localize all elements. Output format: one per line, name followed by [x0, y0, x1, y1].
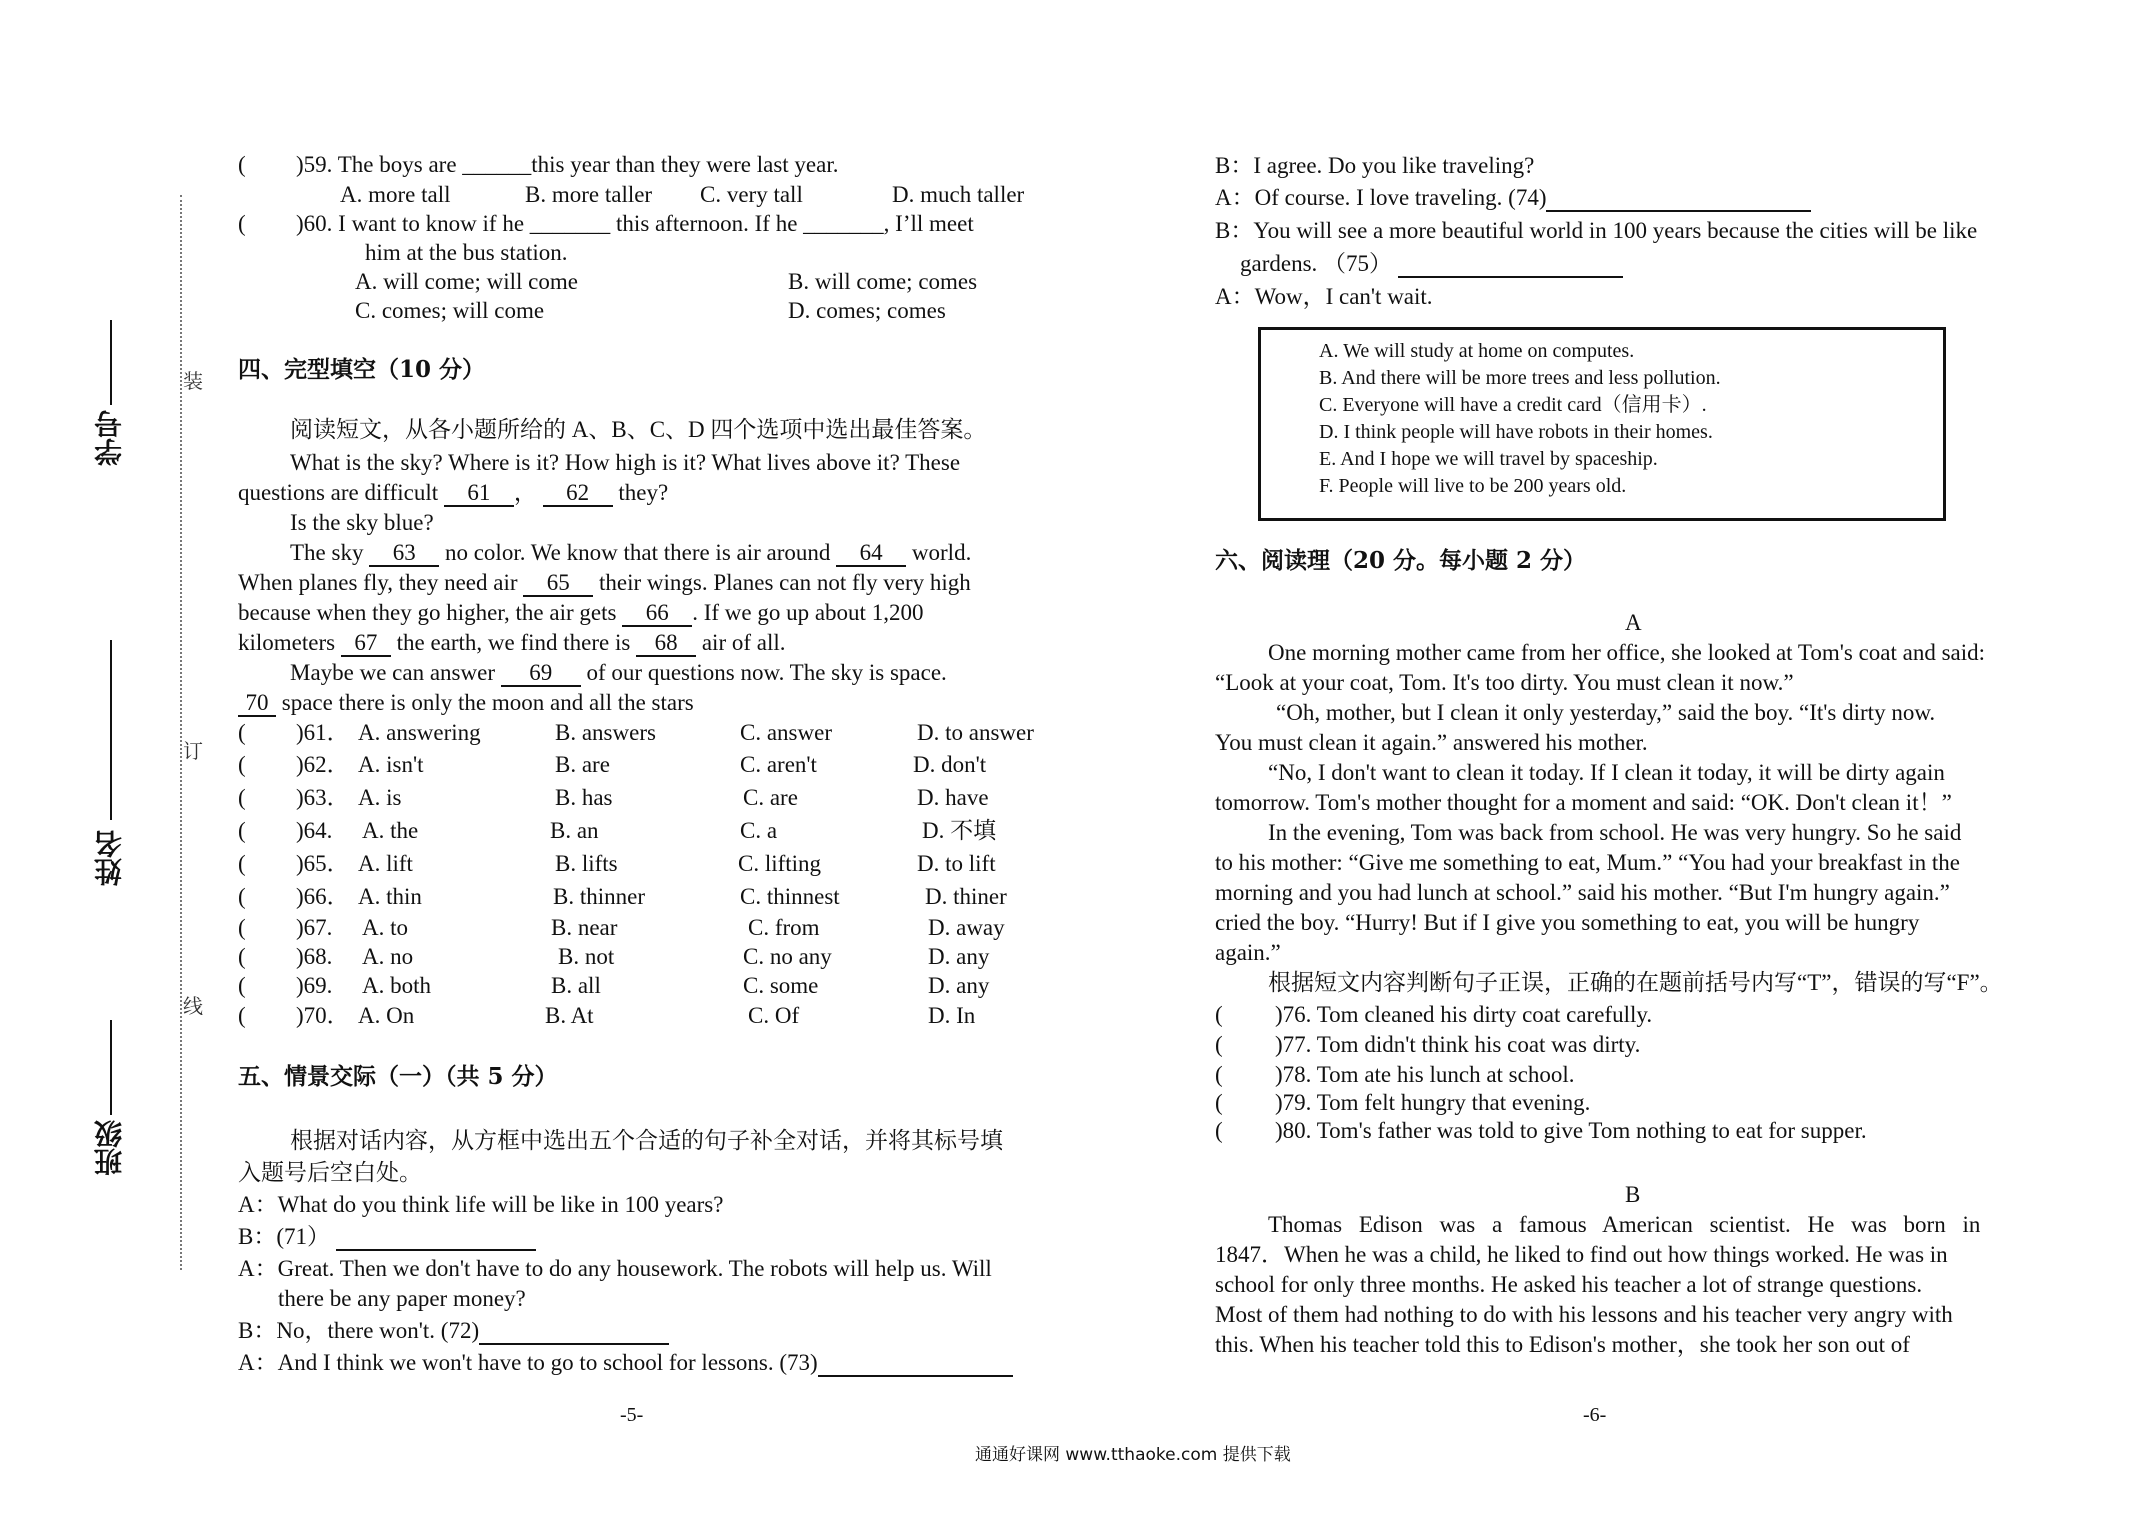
section4-heading: 四、完型填空（10 分）: [238, 356, 486, 383]
cloze-line-6: because when they go higher, the air gets 66 . If we go up about 1,200: [238, 600, 924, 625]
passage-b-line-2: 1847．When he was a child, he liked to find out how things worked. He was in: [1215, 1242, 1948, 1267]
answer-options-box: [1258, 327, 1946, 521]
answer-blank-72[interactable]: [479, 1319, 669, 1345]
section4-instruction: 阅读短文，从各小题所给的 A、B、C、D 四个选项中选出最佳答案。: [290, 417, 987, 442]
student-number-blank[interactable]: [110, 320, 112, 405]
dialogue-line-9: A：Wow，I can't wait.: [1215, 284, 1433, 309]
q77-paren[interactable]: (: [1215, 1032, 1223, 1057]
q64-option-b[interactable]: B. an: [550, 818, 599, 843]
passage-b-line-3: school for only three months. He asked his teacher a lot of strange questions.: [1215, 1272, 1923, 1297]
cloze-line-3: Is the sky blue?: [290, 510, 434, 535]
dialogue-line-3a: A：Great. Then we don't have to do any housework. The robots will help us. Will: [238, 1256, 992, 1281]
blank-69[interactable]: 69: [501, 661, 581, 687]
q64-paren: (: [238, 818, 246, 843]
blank-68[interactable]: 68: [636, 631, 696, 657]
q69-option-c[interactable]: C. some: [743, 973, 819, 998]
name-field[interactable]: [80, 630, 140, 900]
q63-option-b[interactable]: B. has: [555, 785, 613, 810]
q65-number: )65．: [296, 851, 350, 876]
passage-b-line-4: Most of them had nothing to do with his lessons and his teacher very angry with: [1215, 1302, 1953, 1327]
q66-number: )66．: [296, 884, 350, 909]
q65-option-c[interactable]: C. lifting: [738, 851, 822, 876]
q68-option-c[interactable]: C. no any: [743, 944, 832, 969]
q59-paren: (: [238, 152, 246, 177]
q62-paren: (: [238, 752, 246, 777]
passage-a-line-1: One morning mother came from her office, she looked at Tom's coat and said:: [1268, 640, 1986, 665]
q64-option-a[interactable]: A. the: [362, 818, 419, 843]
cloze-line-8: Maybe we can answer 69 of our questions now. The sky is space.: [290, 660, 947, 685]
q69-option-d[interactable]: D. any: [928, 973, 990, 998]
passage-a-title: A: [1625, 610, 1642, 635]
dialogue-line-3b: there be any paper money?: [278, 1286, 526, 1311]
q70-option-c[interactable]: C. Of: [748, 1003, 800, 1028]
q61-option-b[interactable]: B. answers: [555, 720, 656, 745]
passage-b-title: B: [1625, 1182, 1641, 1207]
q60-option-b[interactable]: B. will come; comes: [788, 269, 978, 294]
name-label: 姓名: [93, 830, 126, 886]
q63-paren: (: [238, 785, 246, 810]
q67-option-d[interactable]: D. away: [928, 915, 1005, 940]
q66-option-d[interactable]: D. thiner: [925, 884, 1007, 909]
q61-option-d[interactable]: D. to answer: [917, 720, 1034, 745]
q79-paren[interactable]: (: [1215, 1090, 1223, 1115]
q80-text: )80. Tom's father was told to give Tom nothing to eat for supper.: [1275, 1118, 1867, 1143]
dialogue-line-2: B：(71）: [238, 1222, 536, 1252]
q70-option-a[interactable]: A. On: [358, 1003, 415, 1028]
student-number-field[interactable]: [80, 300, 140, 480]
q78-paren[interactable]: (: [1215, 1062, 1223, 1087]
passage-b-line-5: this. When his teacher told this to Edison's mother，she took her son out of: [1215, 1332, 1910, 1357]
answer-blank-75[interactable]: [1398, 252, 1623, 278]
dialogue-line-1: A：What do you think life will be like in 100 years?: [238, 1192, 724, 1217]
footer-credit: 通通好课网 www.tthaoke.com 提供下载: [975, 1445, 1291, 1465]
passage-a-line-9: morning and you had lunch at school.” said his mother. “But I'm hungry again.”: [1215, 880, 1950, 905]
q61-number: )61．: [296, 720, 350, 745]
blank-61[interactable]: 61: [444, 481, 514, 507]
section6-heading: 六、阅读理（20 分。每小题 2 分）: [1215, 547, 1587, 574]
q70-option-b[interactable]: B. At: [545, 1003, 594, 1028]
q61-option-c[interactable]: C. answer: [740, 720, 832, 745]
q64-option-c[interactable]: C. a: [740, 818, 778, 843]
q59-option-d[interactable]: D. much taller: [892, 182, 1025, 207]
q63-number: )63．: [296, 785, 350, 810]
q64-number: )64.: [296, 818, 333, 843]
cloze-line-7: kilometers 67 the earth, we find there is 68 air of all.: [238, 630, 786, 655]
passage-a-line-2: “Look at your coat, Tom. It's too dirty. You must clean it now.”: [1215, 670, 1794, 695]
q69-option-a[interactable]: A. both: [362, 973, 431, 998]
blank-63[interactable]: 63: [369, 541, 439, 567]
q76-text: )76. Tom cleaned his dirty coat carefully.: [1275, 1002, 1653, 1027]
blank-64[interactable]: 64: [836, 541, 906, 567]
box-option-c: C. Everyone will have a credit card（信用卡）.: [1319, 394, 1707, 416]
cloze-line-5: When planes fly, they need air 65 their wings. Planes can not fly very high: [238, 570, 971, 595]
section5-instruction-2: 入题号后空白处。: [238, 1160, 422, 1185]
q62-number: )62．: [296, 752, 350, 777]
binding-char-xian: 线: [183, 994, 203, 1018]
passage-a-line-6: tomorrow. Tom's mother thought for a moment and said: “OK. Don't clean it！”: [1215, 790, 1952, 815]
q68-option-b[interactable]: B. not: [558, 944, 615, 969]
q68-option-a[interactable]: A. no: [362, 944, 414, 969]
page-number-right: -6-: [1583, 1404, 1607, 1426]
class-field[interactable]: [80, 1010, 140, 1190]
passage-a-line-3: “Oh, mother, but I clean it only yesterday,” said the boy. “It's dirty now.: [1276, 700, 1936, 725]
q60-option-c[interactable]: C. comes; will come: [355, 298, 545, 323]
q59-option-b[interactable]: B. more taller: [525, 182, 653, 207]
q69-paren: (: [238, 973, 246, 998]
binding-char-zhuang: 装: [183, 369, 203, 393]
dialogue-line-6: B：I agree. Do you like traveling?: [1215, 153, 1535, 178]
q65-paren: (: [238, 851, 246, 876]
dialogue-line-8a: B：You will see a more beautiful world in 100 years because the cities will be like: [1215, 218, 1978, 243]
q76-paren[interactable]: (: [1215, 1002, 1223, 1027]
blank-66[interactable]: 66: [622, 601, 692, 627]
answer-blank-74[interactable]: [1546, 186, 1811, 212]
box-option-b: B. And there will be more trees and less pollution.: [1319, 367, 1721, 389]
box-option-e: E. And I hope we will travel by spaceship.: [1319, 448, 1658, 470]
q69-option-b[interactable]: B. all: [551, 973, 601, 998]
q65-option-a[interactable]: A. lift: [358, 851, 413, 876]
q60-option-d[interactable]: D. comes; comes: [788, 298, 946, 323]
q70-option-d[interactable]: D. In: [928, 1003, 976, 1028]
blank-67[interactable]: 67: [341, 631, 391, 657]
passage-a-line-5: “No, I don't want to clean it today. If I clean it today, it will be dirty again: [1268, 760, 1945, 785]
q66-option-b[interactable]: B. thinner: [553, 884, 645, 909]
q69-number: )69.: [296, 973, 333, 998]
box-option-f: F. People will live to be 200 years old.: [1319, 475, 1627, 497]
binding-dotted-line: [180, 195, 182, 1270]
q59-option-a[interactable]: A. more tall: [340, 182, 451, 207]
q62-option-d[interactable]: D. don't: [913, 752, 987, 777]
q77-text: )77. Tom didn't think his coat was dirty.: [1275, 1032, 1641, 1057]
class-blank[interactable]: [110, 1020, 112, 1115]
box-option-d: D. I think people will have robots in their homes.: [1319, 421, 1713, 443]
class-label: 班级: [93, 1120, 126, 1176]
q60-text-1: )60. I want to know if he _______ this afternoon. If he _______, I’ll meet: [296, 211, 974, 236]
q65-option-b[interactable]: B. lifts: [555, 851, 618, 876]
q66-option-c[interactable]: C. thinnest: [740, 884, 840, 909]
box-option-a: A. We will study at home on computes.: [1319, 340, 1635, 362]
blank-70[interactable]: 70: [238, 691, 276, 717]
cloze-line-1: What is the sky? Where is it? How high is it? What lives above it? These: [290, 450, 961, 475]
q70-number: )70．: [296, 1003, 350, 1028]
section5-heading: 五、情景交际（一）（共 5 分）: [238, 1063, 558, 1090]
name-blank[interactable]: [110, 640, 112, 820]
q59-option-c[interactable]: C. very tall: [700, 182, 803, 207]
cloze-line-9: 70 space there is only the moon and all the stars: [238, 688, 694, 718]
q65-option-d[interactable]: D. to lift: [917, 851, 996, 876]
q62-option-a[interactable]: A. isn't: [358, 752, 424, 777]
blank-62[interactable]: 62: [543, 481, 613, 507]
passage-a-line-11: again.”: [1215, 940, 1281, 965]
q66-option-a[interactable]: A. thin: [358, 884, 422, 909]
q67-paren: (: [238, 915, 246, 940]
cloze-line-4: The sky 63 no color. We know that there is air around 64 world.: [290, 540, 972, 565]
passage-a-line-10: cried the boy. “Hurry! But if I give you something to eat, you will be hungry: [1215, 910, 1920, 935]
q63-option-c[interactable]: C. are: [743, 785, 798, 810]
q63-option-a[interactable]: A. is: [358, 785, 402, 810]
answer-blank-73[interactable]: [818, 1351, 1013, 1377]
answer-blank-71[interactable]: [336, 1225, 536, 1251]
q70-paren: (: [238, 1003, 246, 1028]
q66-paren: (: [238, 884, 246, 909]
q61-paren: (: [238, 720, 246, 745]
q60-paren: (: [238, 211, 246, 236]
q62-option-c[interactable]: C. aren't: [740, 752, 817, 777]
q67-option-c[interactable]: C. from: [748, 915, 820, 940]
q64-option-d[interactable]: D. 不填: [922, 818, 997, 843]
q63-option-d[interactable]: D. have: [917, 785, 989, 810]
dialogue-line-5: A：And I think we won't have to go to school for lessons. (73): [238, 1348, 1013, 1378]
passage-a-line-4: You must clean it again.” answered his mother.: [1215, 730, 1648, 755]
q67-option-b[interactable]: B. near: [551, 915, 618, 940]
q62-option-b[interactable]: B. are: [555, 752, 610, 777]
q79-text: )79. Tom felt hungry that evening.: [1275, 1090, 1591, 1115]
page-number-left: -5-: [620, 1404, 644, 1426]
blank-65[interactable]: 65: [523, 571, 593, 597]
student-number-label: 学号: [93, 410, 126, 466]
q59-text: )59. The boys are ______this year than they were last year.: [296, 152, 839, 177]
q68-number: )68.: [296, 944, 333, 969]
q67-option-a[interactable]: A. to: [362, 915, 408, 940]
q78-text: )78. Tom ate his lunch at school.: [1275, 1062, 1575, 1087]
section5-instruction-1: 根据对话内容，从方框中选出五个合适的句子补全对话，并将其标号填: [290, 1128, 1003, 1153]
q68-option-d[interactable]: D. any: [928, 944, 990, 969]
q61-option-a[interactable]: A. answering: [358, 720, 481, 745]
passage-a-line-8: to his mother: “Give me something to eat, Mum.” “You had your breakfast in the: [1215, 850, 1961, 875]
dialogue-line-4: B：No，there won't. (72): [238, 1316, 669, 1346]
passage-a-line-7: In the evening, Tom was back from school. He was very hungry. So he said: [1268, 820, 1962, 845]
dialogue-line-8b: gardens. （75）: [1240, 249, 1623, 279]
q60-option-a[interactable]: A. will come; will come: [355, 269, 578, 294]
q60-text-2: him at the bus station.: [365, 240, 568, 265]
q68-paren: (: [238, 944, 246, 969]
passage-b-line-1: Thomas Edison was a famous American scientist. He was born in: [1268, 1212, 1981, 1237]
passage-a-instruction: 根据短文内容判断句子正误，正确的在题前括号内写“T”，错误的写“F”。: [1268, 970, 2003, 995]
binding-char-ding: 订: [183, 739, 203, 763]
q67-number: )67.: [296, 915, 333, 940]
q80-paren[interactable]: (: [1215, 1118, 1223, 1143]
dialogue-line-7: A：Of course. I love traveling. (74): [1215, 183, 1811, 213]
cloze-line-2: questions are difficult 61 ， 62 they?: [238, 480, 669, 505]
